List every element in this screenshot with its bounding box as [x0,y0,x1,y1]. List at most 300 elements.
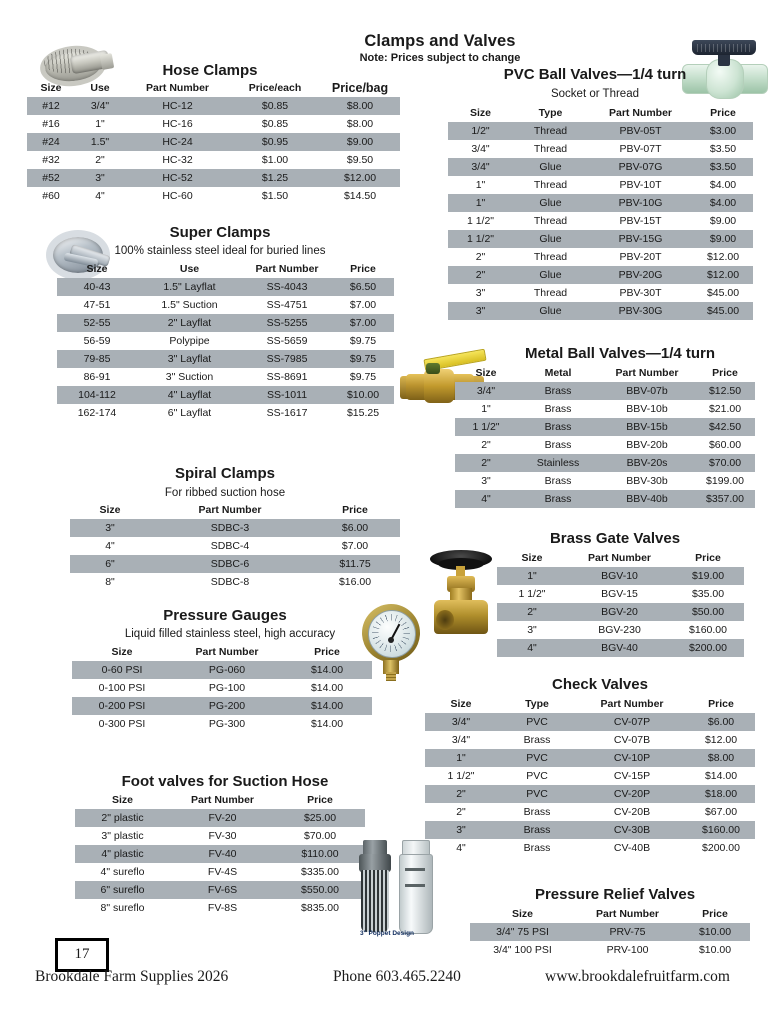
table-cell: 3" [75,169,125,187]
table-row [57,350,394,368]
table-row [448,158,753,176]
table-cell: $9.75 [349,335,377,347]
table-cell: 162-174 [77,407,117,419]
table-cell: 2" [497,603,567,621]
column-header-size: Size [469,107,491,119]
table-cell: #12 [27,97,75,115]
column-header-price: Price [708,698,734,710]
table-cell: $42.50 [695,418,755,436]
table-cell: PG-100 [208,682,246,694]
page-title: Clamps and Valves [364,32,516,50]
table-cell: $70.00 [695,454,755,472]
table-cell: HC-16 [162,118,193,130]
table-cell: SS-4043 [242,278,332,296]
table-cell: 2" Layflat [137,314,242,332]
table-row [455,436,755,454]
column-header-part-number: Part Number [145,82,209,94]
table-header-row [75,793,365,809]
table-row [470,941,750,959]
table-cell: 1" [481,403,491,415]
table-cell: Brass [544,439,572,451]
table-cell: CV-20P [577,785,687,803]
spiral-clamps-title: Spiral Clamps [174,465,276,482]
table-cell: $14.00 [704,770,738,782]
table-row [448,230,753,248]
table-cell: 1 1/2" [466,215,495,227]
table-cell: 3/4" [425,713,497,731]
table-cell: $357.00 [695,490,755,508]
table-cell: FV-30 [208,830,237,842]
footer-company: Brookdale Farm Supplies 2026 [35,968,229,985]
pressure-gauges-table [72,645,372,733]
table-cell: 52-55 [57,314,137,332]
foot-valves-title: Foot valves for Suction Hose [121,773,329,790]
column-header-size: Size [111,794,133,806]
table-cell: 6" [70,555,150,573]
table-cell: CV-15P [613,770,651,782]
table-row [455,382,755,400]
table-cell: PBV-07G [588,158,693,176]
table-cell: 3/4" [471,143,490,155]
table-cell: $18.00 [687,785,755,803]
column-header-part-number: Part Number [615,367,679,379]
table-cell: BGV-10 [567,567,672,585]
column-header-size: Size [111,646,133,658]
table-cell: 1" [425,749,497,767]
table-cell: Thread [533,215,568,227]
table-cell: CV-07B [613,734,651,746]
table-cell: SDBC-6 [150,555,310,573]
table-row [425,713,755,731]
table-cell: $199.00 [706,475,744,487]
pvc-ball-valves-title: PVC Ball Valves—1/4 turn [503,66,687,83]
table-cell: 0-200 PSI [72,697,172,715]
table-cell: 3" [70,519,150,537]
table-cell: $14.00 [310,682,344,694]
table-cell: 6" Layflat [167,407,212,419]
table-row [75,863,365,881]
table-row [497,639,744,657]
table-cell: 3" plastic [101,830,144,842]
table-cell: 4" [95,190,105,202]
table-cell: Thread [533,179,568,191]
table-cell: #60 [42,190,60,202]
table-row [27,151,400,169]
table-cell: 4" Layflat [137,386,242,404]
table-cell: 1.5" Layflat [137,278,242,296]
table-cell: FV-20 [170,809,275,827]
table-cell: 6" sureflo [75,881,170,899]
table-cell: Glue [513,302,588,320]
table-cell: $10.00 [698,944,732,956]
table-cell: SS-8691 [266,371,308,383]
table-cell: $3.50 [693,158,753,176]
table-row [75,899,365,917]
table-cell: PBV-15G [588,230,693,248]
table-cell: $160.00 [689,624,727,636]
spiral-clamps-table [70,503,400,591]
table-cell: $9.00 [693,230,753,248]
table-cell: $335.00 [301,866,339,878]
column-header-size: Size [511,908,533,920]
table-cell: SDBC-3 [150,519,310,537]
table-cell: $4.00 [709,179,737,191]
table-cell: 1/2" [448,122,513,140]
table-cell: 2" [481,439,491,451]
table-cell: PBV-30T [619,287,662,299]
hose-clamps-title: Hose Clamps [162,62,258,79]
column-header-price: Price [342,504,368,516]
table-cell: Brass [497,821,577,839]
table-cell: $4.00 [693,194,753,212]
table-row [497,585,744,603]
table-cell: 86-91 [83,371,111,383]
table-cell: 2" [456,806,466,818]
table-row [75,809,365,827]
table-cell: $8.00 [687,749,755,767]
table-cell: PG-060 [172,661,282,679]
table-cell: SS-7985 [242,350,332,368]
table-cell: $50.00 [672,603,744,621]
page-number: 17 [55,938,109,972]
hose-clamp-image [38,40,116,82]
table-cell: HC-52 [125,169,230,187]
table-cell: PBV-30G [588,302,693,320]
table-cell: #52 [27,169,75,187]
table-row [448,248,753,266]
column-header-use: Use [179,263,200,275]
table-cell: $67.00 [704,806,738,818]
column-header-part-number: Part Number [198,504,262,516]
table-cell: 1 1/2" [455,418,517,436]
super-clamps-subtitle: 100% stainless steel ideal for buried lines [114,245,326,257]
table-row [448,302,753,320]
table-row [70,519,400,537]
table-cell: $0.85 [261,118,289,130]
table-row [425,803,755,821]
table-row [72,697,372,715]
table-cell: HC-32 [162,154,193,166]
table-cell: 3/4" [75,97,125,115]
table-cell: 0-60 PSI [72,661,172,679]
table-cell: 2" [455,454,517,472]
table-row [57,332,394,350]
table-cell: Brass [517,382,599,400]
pressure-gauges-title: Pressure Gauges [163,607,287,624]
table-cell: 3" [481,475,491,487]
table-cell: Thread [533,251,568,263]
table-cell: 1 1/2" [518,588,546,600]
table-cell: Brass [517,490,599,508]
table-cell: 79-85 [57,350,137,368]
table-cell: HC-12 [125,97,230,115]
table-cell: $10.00 [332,386,394,404]
spiral-clamps-subtitle: For ribbed suction hose [164,487,286,499]
column-header-size: Size [99,504,121,516]
column-header-price: Price [695,552,721,564]
table-cell: $14.50 [343,190,377,202]
table-cell: $9.50 [346,154,374,166]
column-header-price: Price [712,367,738,379]
table-cell: $21.00 [708,403,742,415]
table-cell: $3.00 [693,122,753,140]
table-cell: $14.00 [282,697,372,715]
table-cell: $200.00 [702,842,740,854]
table-cell: BGV-230 [598,624,641,636]
table-cell: Glue [513,266,588,284]
table-row [425,785,755,803]
table-cell: 1.5" Suction [161,299,218,311]
table-cell: Brass [523,734,551,746]
table-row [57,278,394,296]
table-row [57,368,394,386]
table-cell: 2" [425,785,497,803]
table-row [72,715,372,733]
table-cell: $45.00 [706,287,740,299]
table-cell: #24 [27,133,75,151]
table-cell: 2" [475,251,486,263]
column-header-part-number: Part Number [255,263,319,275]
table-cell: $70.00 [303,830,337,842]
table-row [75,845,365,863]
column-header-price: Price [314,646,340,658]
table-row [70,537,400,555]
foot-valves-table [75,793,365,917]
table-cell: $550.00 [275,881,365,899]
table-cell: #32 [42,154,60,166]
footer-phone: Phone 603.465.2240 [333,968,461,985]
table-cell: 2" [95,154,105,166]
table-cell: $12.00 [693,266,753,284]
table-row [497,567,744,585]
brass-gate-valve-image [428,548,494,640]
column-header-price-each: Price/each [248,82,302,94]
table-row [455,472,755,490]
column-header-part-number: Part Number [190,794,254,806]
table-cell: 3" [527,624,537,636]
table-cell: 1 1/2" [447,770,475,782]
table-cell: $9.75 [349,371,377,383]
table-row [72,679,372,697]
check-valves-table [425,697,755,857]
table-row [448,176,753,194]
table-cell: PRV-75 [575,923,680,941]
table-cell: FV-40 [170,845,275,863]
pvc-ball-valves-table [448,106,753,320]
hose-clamps-table [27,81,400,205]
table-cell: $10.00 [680,923,750,941]
table-cell: 3/4" [455,382,517,400]
table-cell: PBV-07T [619,143,662,155]
table-cell: 4" [455,490,517,508]
column-header-price-bag: Price/bag [331,81,389,95]
table-row [57,404,394,422]
table-cell: $8.00 [320,97,400,115]
table-cell: PG-300 [208,718,246,730]
table-cell: PVC [497,749,577,767]
table-row [425,731,755,749]
table-cell: BBV-40b [599,490,695,508]
table-cell: $11.75 [310,555,400,573]
table-header-row [425,697,755,713]
column-header-size: Size [450,698,472,710]
table-row [70,555,400,573]
table-row [455,490,755,508]
table-cell: SS-5255 [242,314,332,332]
table-cell: 3/4" 100 PSI [493,944,552,956]
table-cell: $7.00 [341,540,369,552]
table-cell: SDBC-4 [210,540,250,552]
column-header-price: Price [350,263,376,275]
table-cell: Thread [533,287,568,299]
column-header-type: Type [525,698,549,710]
check-valves-title: Check Valves [552,676,648,693]
table-cell: BGV-20 [567,603,672,621]
table-cell: PBV-20T [619,251,662,263]
table-cell: 1" [497,567,567,585]
table-cell: PRV-100 [606,944,649,956]
column-header-price: Price [710,107,736,119]
table-row [470,923,750,941]
table-cell: $835.00 [301,902,339,914]
table-row [27,133,400,151]
table-header-row [70,503,400,519]
table-row [448,212,753,230]
table-cell: $6.00 [310,519,400,537]
table-cell: $7.00 [332,314,394,332]
table-cell: BGV-15 [601,588,638,600]
table-row [455,454,755,472]
table-row [497,621,744,639]
table-cell: 4" plastic [75,845,170,863]
table-cell: Brass [544,403,572,415]
table-cell: 2" plastic [75,809,170,827]
column-header-price: Price [307,794,333,806]
table-row [448,266,753,284]
table-cell: Brass [523,842,551,854]
table-cell: FV-8S [207,902,238,914]
table-cell: CV-07P [577,713,687,731]
table-cell: FV-6S [170,881,275,899]
table-cell: Glue [513,158,588,176]
table-cell: 3" [425,821,497,839]
column-header-size: Size [86,263,108,275]
table-cell: PVC [526,770,548,782]
table-cell: $12.00 [704,734,738,746]
table-cell: 8" sureflo [100,902,145,914]
column-header-part-number: Part Number [587,552,651,564]
table-cell: 1 1/2" [448,230,513,248]
column-header-use: Use [90,82,110,94]
table-cell: Brass [544,475,572,487]
table-row [425,821,755,839]
table-cell: Brass [523,806,551,818]
table-cell: PBV-20G [588,266,693,284]
table-row [75,827,365,845]
table-cell: FV-4S [207,866,238,878]
table-row [75,881,365,899]
table-cell: $8.00 [346,118,374,130]
table-cell: Brass [517,418,599,436]
table-cell: SS-4751 [266,299,308,311]
table-cell: BBV-20b [626,439,668,451]
column-header-size: Size [475,367,497,379]
table-cell: 56-59 [83,335,111,347]
table-cell: CV-20B [613,806,651,818]
table-row [497,603,744,621]
table-cell: 3/4" [448,158,513,176]
table-cell: PBV-10G [588,194,693,212]
table-row [57,386,394,404]
table-row [448,284,753,302]
table-cell: Glue [513,194,588,212]
table-cell: $14.00 [282,661,372,679]
table-cell: 4" sureflo [100,866,145,878]
table-cell: 0-100 PSI [98,682,146,694]
table-header-row [497,551,744,567]
table-cell: SS-1011 [242,386,332,404]
table-row [57,314,394,332]
table-cell: 104-112 [57,386,137,404]
table-cell: CV-10P [577,749,687,767]
table-header-row [27,81,400,97]
table-cell: $25.00 [275,809,365,827]
table-cell: Stainless [517,454,599,472]
table-cell: $7.00 [349,299,377,311]
table-cell: $1.00 [261,154,289,166]
table-cell: 4" [105,540,115,552]
table-cell: BBV-07b [599,382,695,400]
column-header-size: Size [521,552,543,564]
table-row [70,573,400,591]
table-row [27,187,400,205]
metal-ball-valves-table [455,366,755,508]
table-row [448,122,753,140]
brass-gate-valves-title: Brass Gate Valves [549,530,681,547]
table-cell: $1.25 [230,169,320,187]
table-cell: PG-200 [172,697,282,715]
table-cell: $9.75 [332,350,394,368]
column-header-part-number: Part Number [595,908,659,920]
pressure-gauges-subtitle: Liquid filled stainless steel, high accuracy [124,628,336,640]
table-cell: $1.50 [261,190,289,202]
table-cell: $35.00 [691,588,725,600]
table-cell: PBV-10T [619,179,662,191]
table-cell: 3" [475,287,486,299]
table-cell: $110.00 [275,845,365,863]
table-cell: $12.50 [695,382,755,400]
table-cell: $9.00 [709,215,737,227]
table-cell: 3" Layflat [137,350,242,368]
table-cell: PVC [497,785,577,803]
column-header-type: Type [538,107,563,119]
table-cell: SDBC-8 [210,576,250,588]
table-cell: #16 [42,118,60,130]
table-cell: 1" [95,118,105,130]
table-cell: 3" [448,302,513,320]
table-cell: 3" Suction [165,371,214,383]
table-header-row [72,645,372,661]
table-header-row [455,366,755,382]
table-row [455,418,755,436]
footer-website: www.brookdalefruitfarm.com [545,968,730,985]
table-cell: PBV-05T [588,122,693,140]
table-cell: 1" [475,179,486,191]
table-row [448,194,753,212]
table-cell: BBV-20s [599,454,695,472]
table-cell: $12.00 [706,251,740,263]
table-cell: 40-43 [57,278,137,296]
